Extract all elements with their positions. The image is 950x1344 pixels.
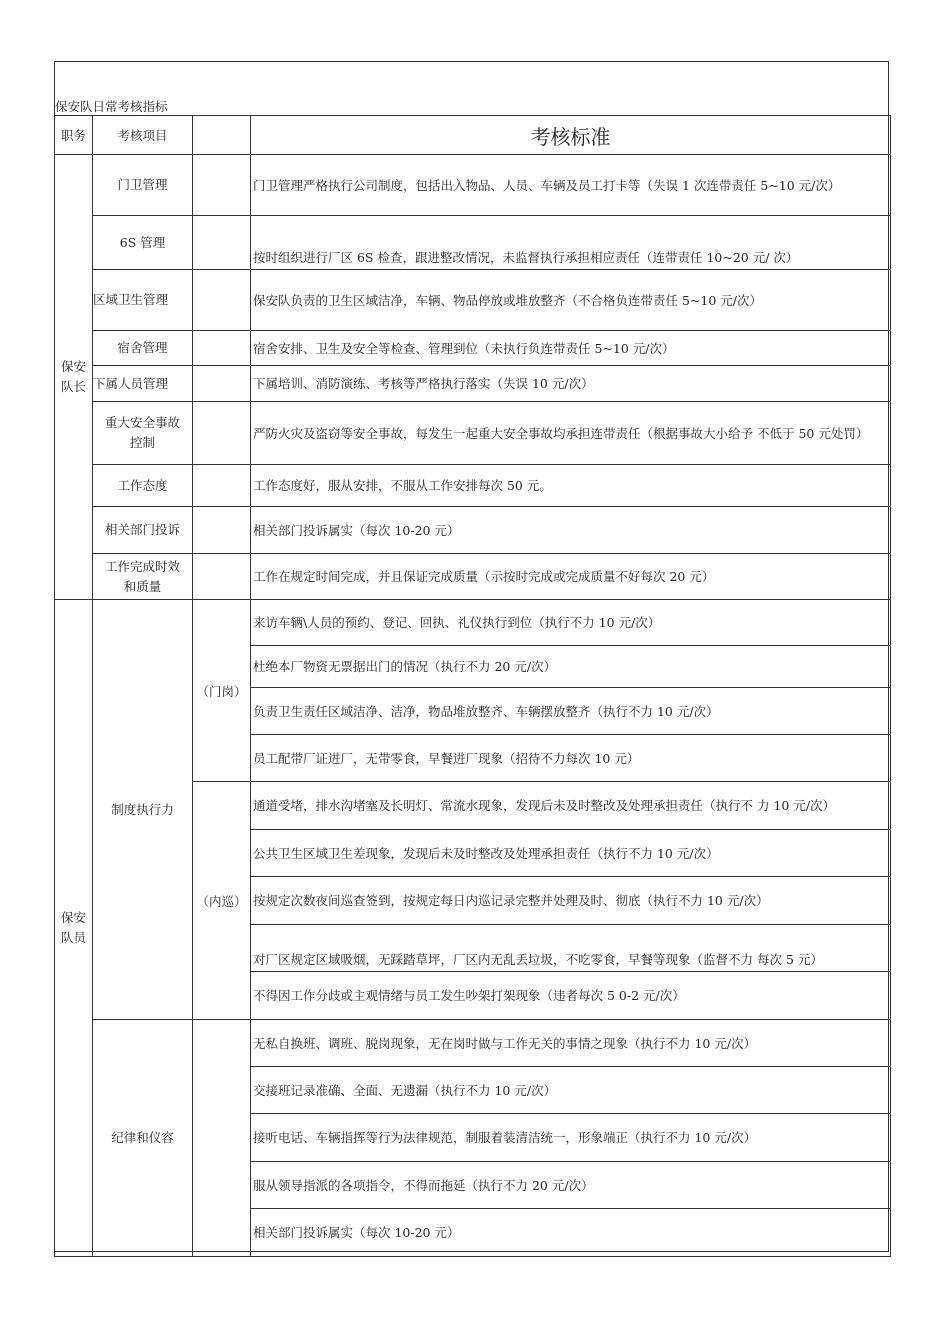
table-row bbox=[55, 216, 891, 270]
role-leader: 保安 队长 bbox=[55, 155, 93, 600]
blank-cell bbox=[193, 331, 251, 366]
item-label: 工作态度 bbox=[93, 465, 193, 507]
table-row bbox=[55, 366, 891, 402]
item-label: 下属人员管理 bbox=[93, 366, 193, 402]
item-label: 工作完成时效 和质量 bbox=[93, 554, 193, 600]
sub-patrol: （内巡） bbox=[193, 782, 251, 1020]
item-execution: 制度执行力 bbox=[93, 600, 193, 1020]
standard-text: 门卫管理严格执行公司制度，包括出入物品、人员、车辆及员工打卡等（失误 1 次连带责任 5~10 元/次） bbox=[251, 155, 891, 216]
standard-text: 按规定次数夜间巡查签到，按规定每日内巡记录完整并处理及时、彻底（执行不力 10 元/次） bbox=[251, 877, 891, 925]
standard-text: 保安队负责的卫生区域洁净，车辆、物品停放或堆放整齐（不合格负连带责任 5~10 元/次） bbox=[251, 270, 891, 331]
standard-text: 来访车辆\人员的预约、登记、回执、礼仪执行到位（执行不力 10 元/次） bbox=[251, 600, 891, 646]
standard-text: 杜绝本厂物资无票据出门的情况（执行不力 20 元/次） bbox=[251, 646, 891, 688]
item-label: 重大安全事故 控制 bbox=[93, 402, 193, 465]
standard-text: 通道受堵，排水沟堵塞及长明灯、常流水现象，发现后未及时整改及处理承担责任（执行不 力 10 元/次） bbox=[251, 782, 891, 830]
blank-cell bbox=[193, 216, 251, 270]
standard-text: 相关部门投诉属实（每次 10-20 元） bbox=[251, 1209, 891, 1257]
table-row bbox=[55, 554, 891, 600]
blank-cell bbox=[193, 465, 251, 507]
standard-text: 严防火灾及盗窃等安全事故，每发生一起重大安全事故均承担连带责任（根据事故大小给予 不低于 50 元处罚） bbox=[251, 402, 891, 465]
table-row bbox=[55, 600, 891, 646]
blank-cell bbox=[193, 366, 251, 402]
role-guard: 保安 队员 bbox=[55, 600, 93, 1257]
table-header-row bbox=[55, 116, 891, 155]
document-title: 保安队日常考核指标 bbox=[55, 99, 168, 114]
sub-gate: （门岗） bbox=[193, 600, 251, 782]
standard-text: 宿舍安排、卫生及安全等检查、管理到位（未执行负连带责任 5~10 元/次） bbox=[251, 331, 891, 366]
blank-cell bbox=[193, 402, 251, 465]
item-label: 区域卫生管理 bbox=[93, 270, 193, 331]
table-row bbox=[55, 331, 891, 366]
blank-cell bbox=[193, 270, 251, 331]
blank-cell bbox=[193, 1020, 251, 1257]
table-row bbox=[55, 465, 891, 507]
table-row bbox=[55, 507, 891, 554]
standard-text: 工作态度好，服从安排，不服从工作安排每次 50 元。 bbox=[251, 465, 891, 507]
standard-text: 负责卫生责任区域洁净、洁净，物品堆放整齐、车辆摆放整齐（执行不力 10 元/次） bbox=[251, 688, 891, 735]
standard-text: 服从领导指派的各项指令，不得而拖延（执行不力 20 元/次） bbox=[251, 1162, 891, 1209]
table-row bbox=[55, 270, 891, 331]
standard-text: 工作在规定时间完成，并且保证完成质量（示按时完成或完成质量不好每次 20 元） bbox=[251, 554, 891, 600]
table-row bbox=[55, 1020, 891, 1067]
standard-text: 员工配带厂证进厂，无带零食，早餐进厂现象（招待不力每次 10 元） bbox=[251, 735, 891, 782]
item-label: 相关部门投诉 bbox=[93, 507, 193, 554]
header-blank-cell bbox=[193, 116, 251, 155]
standard-text: 接听电话、车辆指挥等行为法律规范，制服着装清洁统一，形象端正（执行不力 10 元/次） bbox=[251, 1114, 891, 1162]
standard-text: 相关部门投诉属实（每次 10-20 元） bbox=[251, 507, 891, 554]
standard-text: 下属培训、消防演练、考核等严格执行落实（失误 10 元/次） bbox=[251, 366, 891, 402]
header-item: 考核项目 bbox=[93, 116, 193, 155]
table-row bbox=[55, 402, 891, 465]
header-standard: 考核标准 bbox=[251, 116, 891, 155]
standard-text: 交接班记录准确、全面、无遗漏（执行不力 10 元/次） bbox=[251, 1067, 891, 1114]
standard-text: 对厂区规定区域吸烟，无踩踏草坪，厂区内无乱丢垃圾，不吃零食，早餐等现象（监督不力 每次 5 元） bbox=[251, 925, 891, 972]
item-discipline: 纪律和仪容 bbox=[93, 1020, 193, 1257]
item-label: 6S 管理 bbox=[93, 216, 193, 270]
header-role: 职务 bbox=[55, 116, 93, 155]
blank-cell bbox=[193, 507, 251, 554]
standard-text: 无私自换班、调班、脱岗现象，无在岗时做与工作无关的事情之现象（执行不力 10 元/次） bbox=[251, 1020, 891, 1067]
blank-cell bbox=[193, 155, 251, 216]
standard-text: 不得因工作分歧或主观情绪与员工发生吵架打架现象（违者每次 5 0-2 元/次） bbox=[251, 972, 891, 1020]
blank-cell bbox=[193, 554, 251, 600]
standard-text: 公共卫生区域卫生差现象，发现后未及时整改及处理承担责任（执行不力 10 元/次） bbox=[251, 830, 891, 877]
assessment-table bbox=[54, 115, 891, 1257]
table-row bbox=[55, 155, 891, 216]
standard-text: 按时组织进行厂区 6S 检查，跟进整改情况，未监督执行承担相应责任（连带责任 10~20 元/ 次） bbox=[251, 216, 891, 270]
item-label: 门卫管理 bbox=[93, 155, 193, 216]
item-label: 宿舍管理 bbox=[93, 331, 193, 366]
